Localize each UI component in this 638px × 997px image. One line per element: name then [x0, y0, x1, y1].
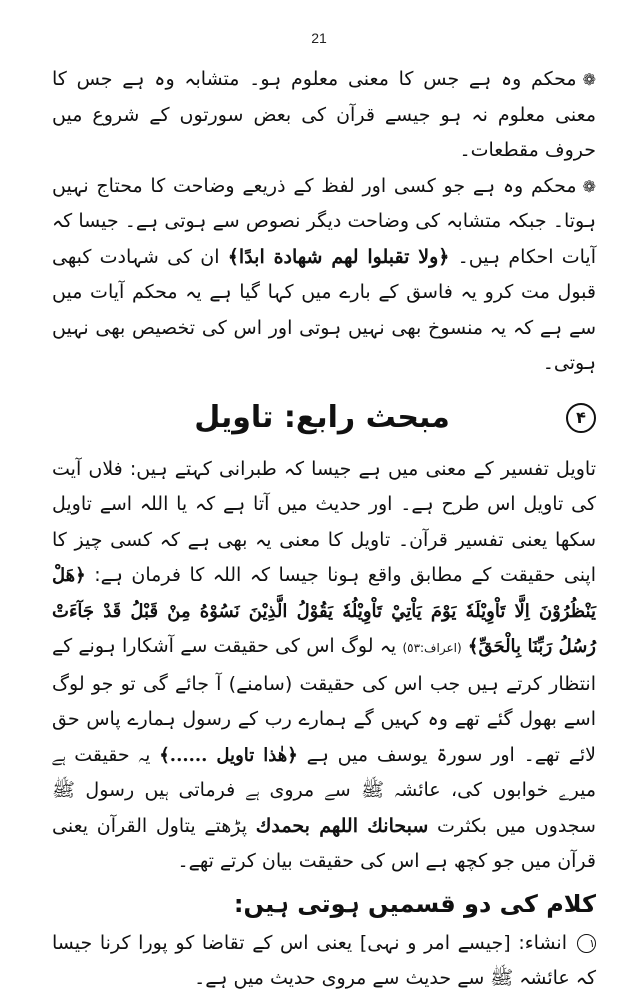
quran-verse: ﴿هَلْ يَنْظُرُوْنَ اِلَّا تَاْوِيْلَهٗ يَوْمَ يَاْتِيْ تَاْوِيْلُهٗ يَقُوْلُ الَّذِيْنَ نَسُوْهُ مِنْ قَبْلُ قَدْ جَآءَتْ رُسُلُ رَبِّنَا بِالْحَقِّ﴾	[52, 565, 597, 657]
paragraph-text: یہ حقیقت ہے میرے خوابوں کی، عائشہ ﷺ سے مروی ہے فرماتی ہیں رسول ﷺ سجدوں میں بکثرت	[52, 743, 596, 837]
paragraph-text: تاویل تفسیر کے معنی میں ہے جیسا کہ طبرانی کہتے ہیں: فلاں آیت کی تاویل اس طرح ہے۔ اور حدیث میں آتا ہے کہ یا اللہ اسے تاویل سکھا یعنی تفسیر قرآن۔ تاویل کا معنی یہ بھی ہے کہ کسی چیز کا اپنی حقیقت کے مطابق واقع ہونا جیسا کہ اللہ کا فرمان ہے:	[52, 457, 597, 586]
section-heading	[52, 388, 596, 448]
paragraph-text: ان کی شہادت کبھی قبول مت کرو یہ فاسق کے بارے میں کہا گیا ہے یہ محکم آیات میں سے ہے کہ یہ منسوخ بھی نہیں ہوتی اور اس کی تخصیص بھی نہیں ہوتی۔	[52, 245, 596, 374]
flower-bullet-icon: ❁	[582, 70, 596, 89]
paragraph-insha	[52, 926, 596, 997]
paragraph-tawil	[52, 452, 596, 880]
verse-reference: (اعراف:٥٣)	[402, 641, 462, 655]
subheading: کلام کی دو قسمیں ہوتی ہیں:	[233, 889, 596, 918]
list-label: انشاء:	[518, 931, 567, 954]
paragraph-muhkam-definition	[52, 169, 596, 382]
flower-bullet-icon: ❁	[582, 176, 596, 196]
quran-verse: ﴿هٰذا تاويل ......﴾	[159, 744, 298, 766]
quran-verse: ﴿ولا تقبلوا لهم شهادة ابدًا﴾	[227, 245, 450, 268]
list-number-badge: ١	[577, 934, 596, 953]
page-number: 21	[311, 30, 327, 46]
paragraph-muhkam-mutashabih	[52, 62, 596, 169]
section-title: مبحث رابع: تاویل	[194, 400, 450, 435]
paragraph-text: پڑھتے یتاول القرآن یعنی قرآن میں جو کچھ ہے اس کی حقیقت بیان کرتے تھے۔	[52, 814, 596, 872]
paragraph-text: محکم وہ ہے جو کسی اور لفظ کے ذریعے وضاحت کا محتاج نہیں ہوتا۔ جبکہ متشابہ کی وضاحت دیگر نصوص سے ہوتی ہے۔ جیسا کہ آیات احکام ہیں۔	[52, 174, 596, 268]
arabic-dua: سبحانك اللهم بحمدك	[255, 814, 429, 837]
section-number-badge: ۴	[566, 403, 596, 433]
paragraph-text: [جیسے امر و نہی] یعنی اس کے تقاضا کو پورا کرنا جیسا کہ عائشہ ﷺ سے حدیث سے مروی حدیث میں ہے۔	[52, 931, 596, 989]
paragraph-text: یہ لوگ اس کی حقیقت سے آشکارا ہونے کے انتظار کرتے ہیں جب اس کی حقیقت (سامنے) آ جائے گی تو جو لوگ اسے بھول گئے تھے وہ کہیں گے ہمارے رب کے رسول ہمارے پاس حق لائے تھے۔ اور سورۃ یوسف میں ہے	[52, 635, 596, 766]
page-content	[52, 62, 596, 997]
paragraph-text: محکم وہ ہے جس کا معنی معلوم ہو۔ متشابہ وہ ہے جس کا معنی معلوم نہ ہو جیسے قرآن کی بعض سورتوں کے شروع میں حروف مقطعات۔	[52, 68, 596, 161]
